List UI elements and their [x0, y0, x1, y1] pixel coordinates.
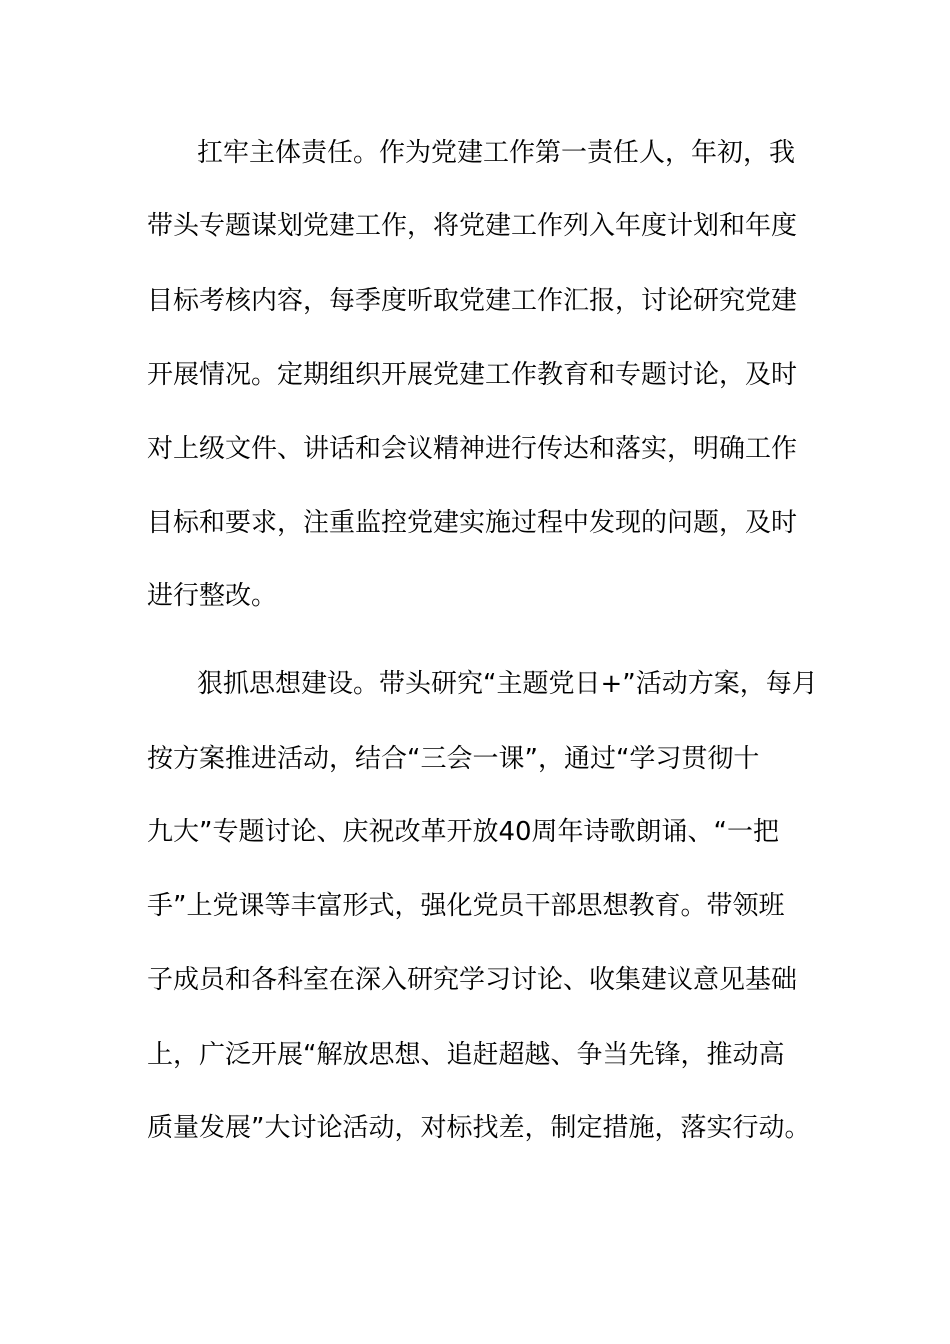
paragraph-2-line-2: 按方案推进活动，结合“三会一课”，通过“学习贯彻十 — [147, 744, 760, 774]
paragraph-2-line-6: 上，广泛开展“解放思想、追赶超越、争当先锋，推动高 — [147, 1040, 785, 1070]
paragraph-1-line-4: 开展情况。定期组织开展党建工作教育和专题讨论，及时 — [147, 360, 798, 390]
paragraph-1-line-7: 进行整改。 — [147, 581, 278, 611]
paragraph-1-line-3: 目标考核内容，每季度听取党建工作汇报，讨论研究党建 — [147, 286, 798, 316]
paragraph-2-line-4: 手”上党课等丰富形式，强化党员干部思想教育。带领班 — [147, 891, 785, 921]
paragraph-1-line-1: 扛牢主体责任。作为党建工作第一责任人，年初，我 — [197, 138, 796, 168]
paragraph-1-line-6: 目标和要求，注重监控党建实施过程中发现的问题，及时 — [147, 508, 798, 538]
paragraph-2-line-7: 质量发展”大讨论活动，对标找差，制定措施，落实行动。 — [147, 1113, 811, 1143]
paragraph-1-line-5: 对上级文件、讲话和会议精神进行传达和落实，明确工作 — [147, 434, 798, 464]
paragraph-2-line-1: 狠抓思想建设。带头研究“主题党日+”活动方案，每月 — [197, 669, 818, 699]
paragraph-1-line-2: 带头专题谋划党建工作，将党建工作列入年度计划和年度 — [147, 211, 798, 241]
paragraph-2-line-3: 九大”专题讨论、庆祝改革开放40周年诗歌朗诵、“一把 — [147, 817, 780, 847]
paragraph-2-line-5: 子成员和各科室在深入研究学习讨论、收集建议意见基础 — [147, 965, 798, 995]
